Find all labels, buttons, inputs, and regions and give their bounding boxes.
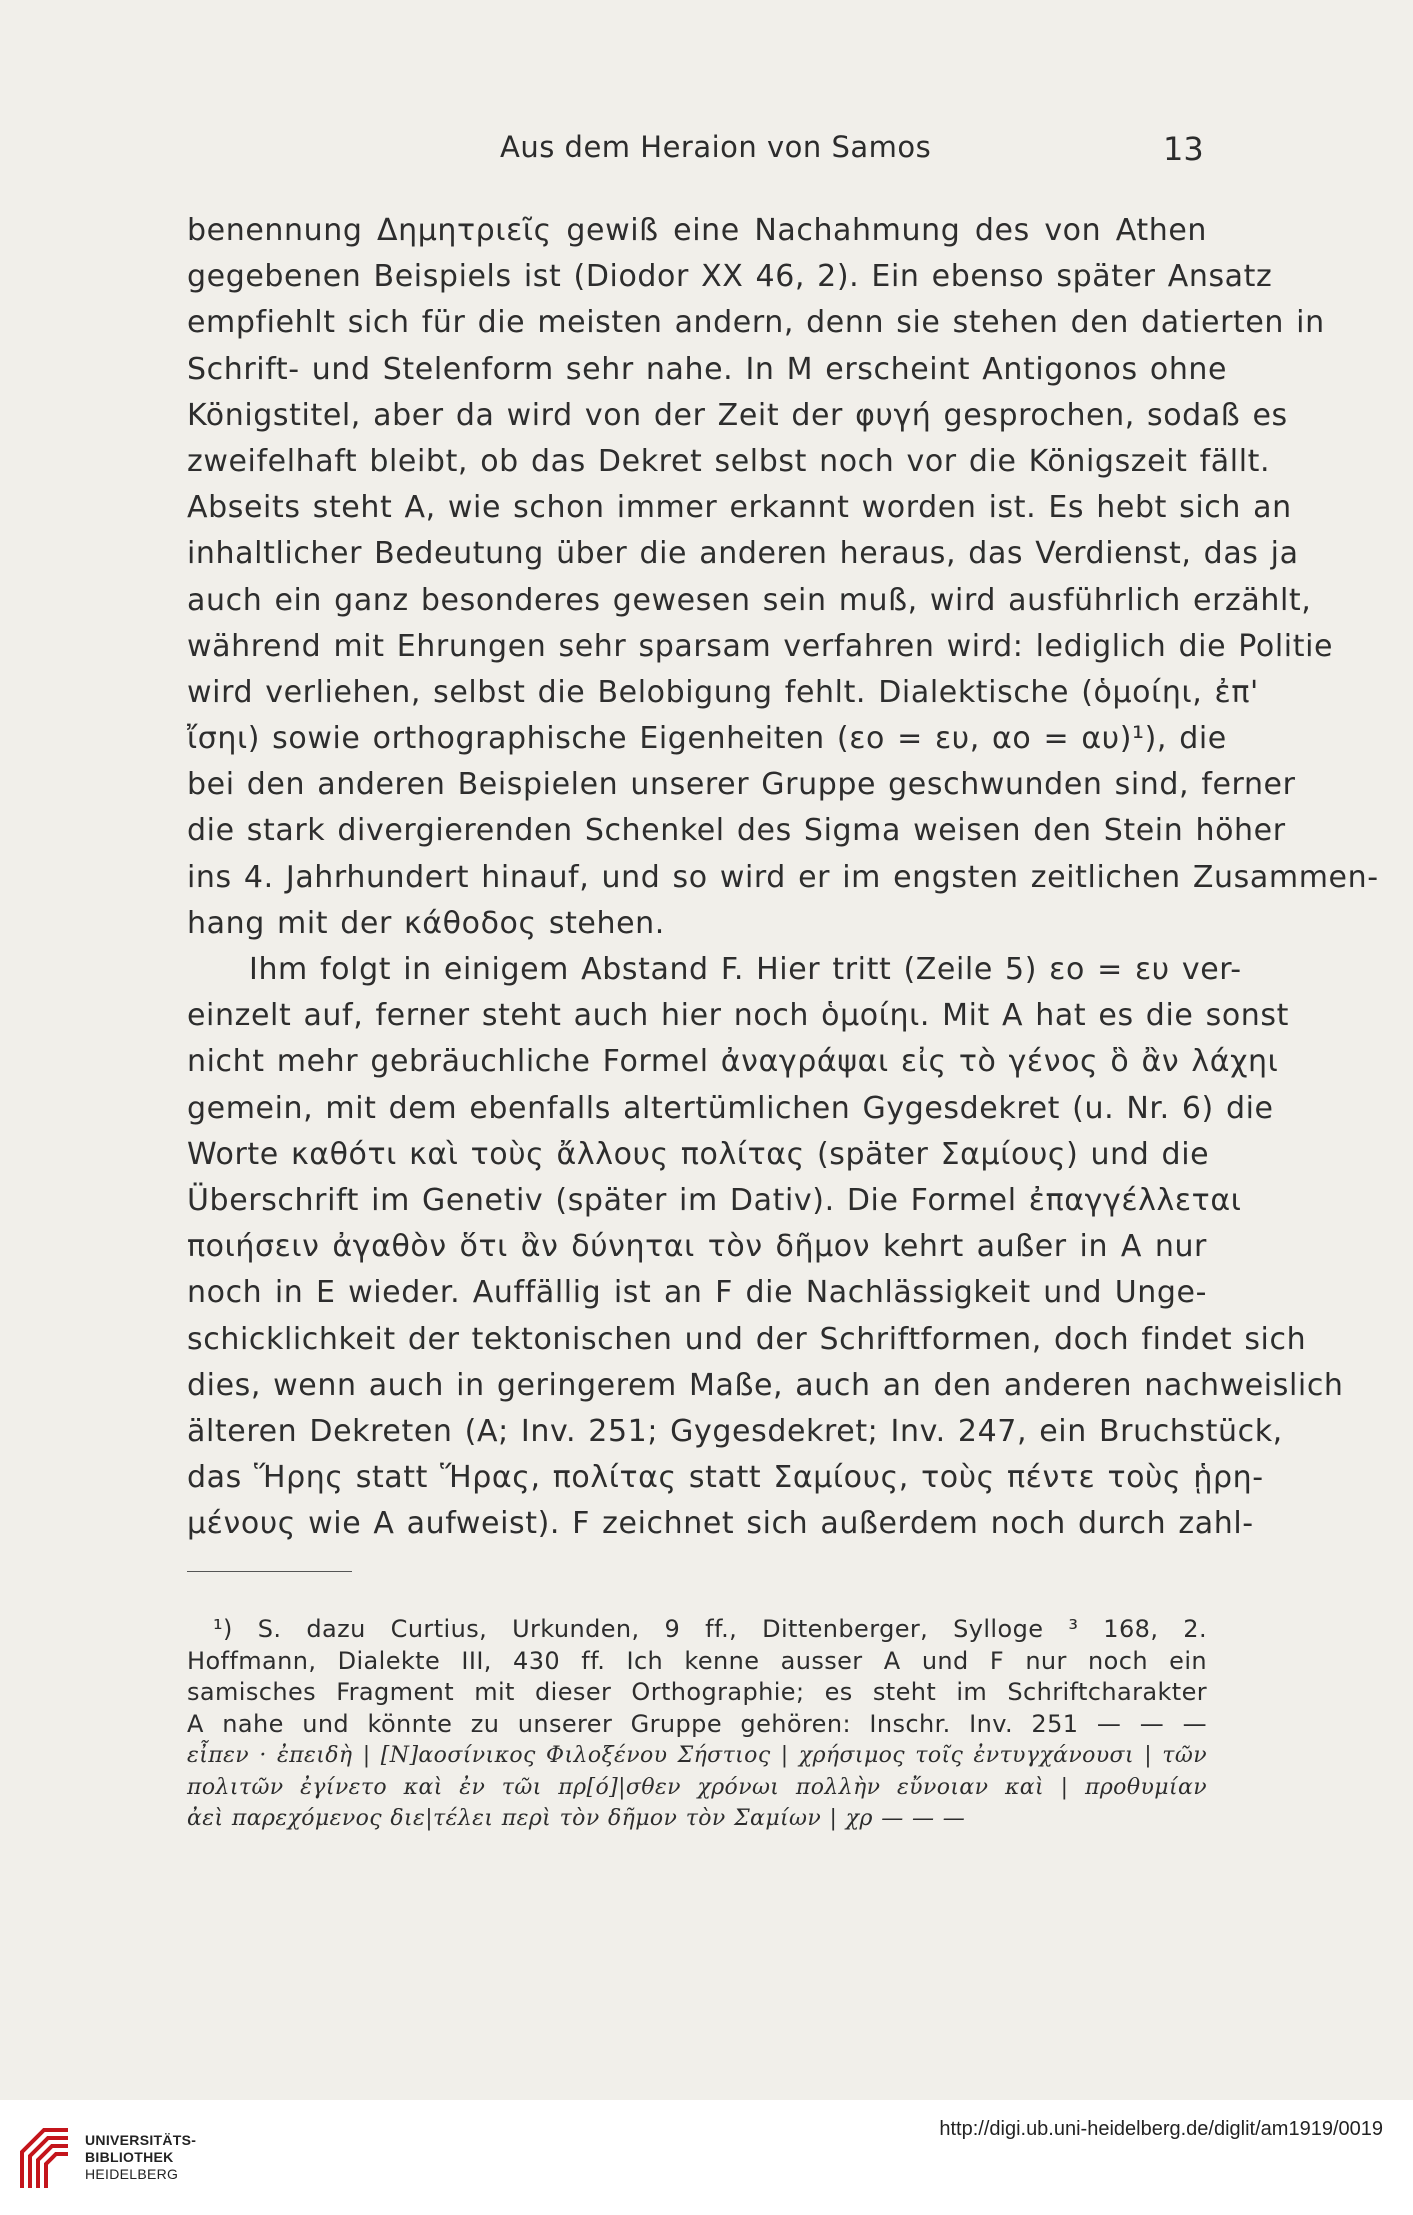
viewer-footer	[0, 2100, 1413, 2215]
body-line: empfiehlt sich für die meisten andern, denn sie stehen den datierten in	[187, 305, 1325, 341]
library-name	[85, 2132, 305, 2183]
ub-heidelberg-logo-icon[interactable]	[14, 2122, 76, 2192]
footnote-line: samisches Fragment mit dieser Orthographie; es steht im Schriftcharakter	[187, 1678, 1207, 1706]
body-line: nicht mehr gebräuchliche Formel ἀναγράψαι εἰς τὸ γένος ὃ ἂν λάχηι	[187, 1044, 1279, 1080]
footnote-line: Hoffmann, Dialekte III, 430 ff. Ich kenne ausser A und F nur noch ein	[187, 1646, 1207, 1675]
body-line: einzelt auf, ferner steht auch hier noch ὁμοίηι. Mit A hat es die sonst	[187, 998, 1289, 1034]
body-line: inhaltlicher Bedeutung über die anderen heraus, das Verdienst, das ja	[187, 536, 1299, 572]
body-line: ἴσηι) sowie orthographische Eigenheiten (εο = ευ, αο = αυ)¹), die	[187, 721, 1227, 757]
page-number: 13	[1163, 130, 1204, 168]
body-line: wird verliehen, selbst die Belobigung fehlt. Dialektische (ὁμοίηι, ἐπ'	[187, 674, 1259, 710]
body-line: Königstitel, aber da wird von der Zeit der φυγή gesprochen, sodaß es	[187, 397, 1288, 433]
body-line: schicklichkeit der tektonischen und der Schriftformen, doch findet sich	[187, 1321, 1307, 1357]
body-line: während mit Ehrungen sehr sparsam verfahren wird: lediglich die Politie	[187, 628, 1334, 664]
body-line: dies, wenn auch in geringerem Maße, auch an den anderen nachweislich	[187, 1367, 1344, 1403]
library-name-line: HEIDELBERG	[85, 2166, 179, 2182]
body-line: zweifelhaft bleibt, ob das Dekret selbst noch vor die Königszeit fällt.	[187, 443, 1271, 479]
body-line: Schrift- und Stelenform sehr nahe. In M erscheint Antigonos ohne	[187, 351, 1228, 387]
body-line: ποιήσειν ἀγαθὸν ὅτι ἂν δύνηται τὸν δῆμον kehrt außer in A nur	[187, 1229, 1207, 1265]
footnote-greek-line: πολιτῶν ἐγίνετο καὶ ἐν τῶι πρ[ό]|σθεν χρόνωι πολλὴν εὔνοιαν καὶ | προθυμίαν	[187, 1774, 1207, 1800]
footnote-line: ¹) S. dazu Curtius, Urkunden, 9 ff., Dittenberger, Sylloge ³ 168, 2.	[213, 1615, 1207, 1643]
library-name-line: BIBLIOTHEK	[85, 2149, 174, 2165]
footnotes	[187, 1614, 1207, 1835]
body-text	[187, 208, 1379, 1547]
body-line: benennung Δημητριεῖς gewiß eine Nachahmung des von Athen	[187, 213, 1207, 248]
body-line: ins 4. Jahrhundert hinauf, und so wird er im engsten zeitlichen Zusammen-	[187, 859, 1379, 895]
body-line: die stark divergierenden Schenkel des Sigma weisen den Stein höher	[187, 813, 1286, 849]
body-line: Überschrift im Genetiv (später im Dativ). Die Formel ἐπαγγέλλεται	[187, 1182, 1242, 1218]
body-line: auch ein ganz besonderes gewesen sein muß, wird ausführlich erzählt,	[187, 582, 1312, 618]
body-line: das Ἥρης statt Ἥρας, πολίτας statt Σαμίους, τοὺς πέντε τοὺς ᾑρη-	[187, 1460, 1264, 1496]
running-title: Aus dem Heraion von Samos	[500, 130, 932, 164]
body-line: hang mit der κάθοδος stehen.	[187, 905, 665, 941]
permalink-url[interactable]: http://digi.ub.uni-heidelberg.de/diglit/am1919/0019	[939, 2118, 1383, 2140]
body-line: gemein, mit dem ebenfalls altertümlichen Gygesdekret (u. Nr. 6) die	[187, 1090, 1274, 1126]
footnote-rule	[187, 1571, 352, 1572]
body-line: μένους wie A aufweist). F zeichnet sich außerdem noch durch zahl-	[187, 1506, 1254, 1542]
running-head	[0, 130, 1413, 170]
footnote-greek-line: εἶπεν · ἐπειδὴ | [Ν]αοσίνικος Φιλοξένου Σήστιος | χρήσιμος τοῖς ἐντυγχάνουσι | τῶν	[187, 1743, 1207, 1768]
footnote-greek-line: ἀεὶ παρεχόμενος διε|τέλει περὶ τὸν δῆμον τὸν Σαμίων | χρ — — —	[187, 1806, 966, 1831]
library-name-line: UNIVERSITÄTS-	[85, 2132, 197, 2148]
body-line: noch in E wieder. Auffällig ist an F die Nachlässigkeit und Unge-	[187, 1275, 1207, 1311]
footnote-line: A nahe und könnte zu unserer Gruppe gehören: Inschr. Inv. 251 — — —	[187, 1709, 1207, 1738]
body-line: Worte καθότι καὶ τοὺς ἄλλους πολίτας (später Σαμίους) und die	[187, 1136, 1210, 1172]
body-line: Abseits steht A, wie schon immer erkannt worden ist. Es hebt sich an	[187, 490, 1292, 526]
body-line: Ihm folgt in einigem Abstand F. Hier tritt (Zeile 5) εο = ευ ver-	[249, 952, 1242, 987]
body-line: gegebenen Beispiels ist (Diodor XX 46, 2). Ein ebenso später Ansatz	[187, 259, 1273, 295]
body-line: bei den anderen Beispielen unserer Gruppe geschwunden sind, ferner	[187, 767, 1296, 803]
body-line: älteren Dekreten (A; Inv. 251; Gygesdekret; Inv. 247, ein Bruchstück,	[187, 1413, 1283, 1449]
